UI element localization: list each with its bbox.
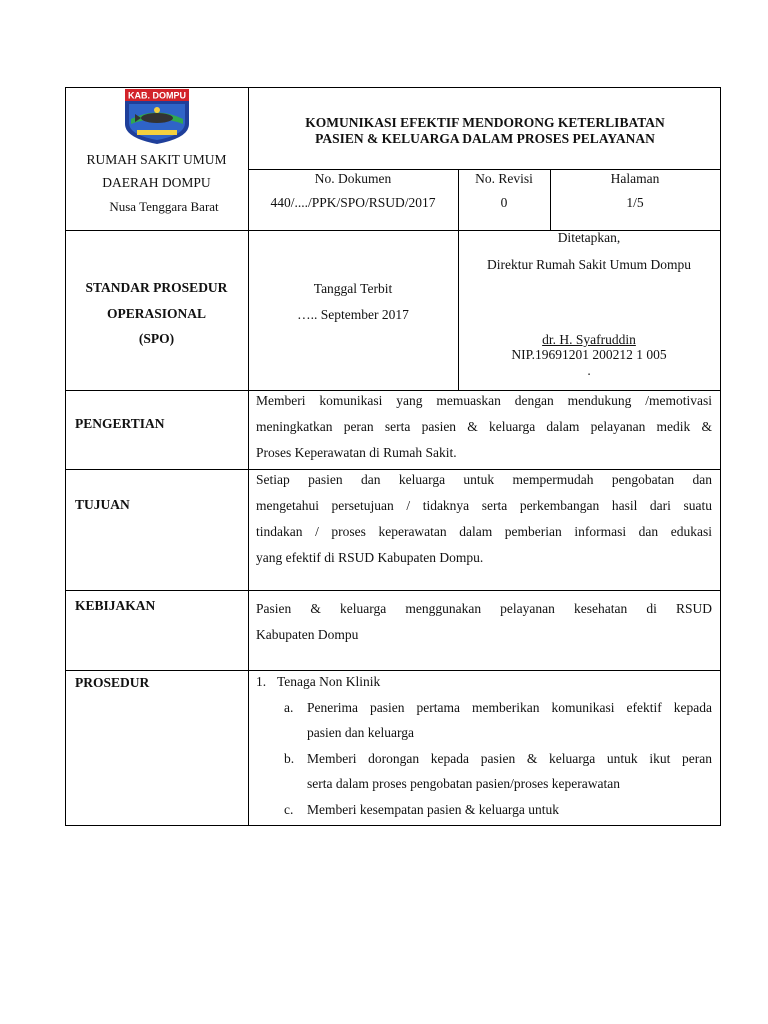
issue-date-label: Tanggal Terbit — [313, 281, 393, 296]
prosedur-item-number: 1. — [256, 674, 267, 689]
revision-value: 0 — [500, 195, 508, 210]
row-divider — [65, 670, 721, 671]
approver-nip: NIP.19691201 200212 1 005 — [511, 347, 667, 362]
document-title-line1: KOMUNIKASI EFEKTIF MENDORONG KETERLIBATAN — [305, 115, 665, 130]
prosedur-subitem-line: Penerima pasien pertama memberikan komunikasi efektif kepada — [307, 700, 712, 715]
section-label-pengertian: PENGERTIAN — [75, 416, 165, 431]
issue-date-value: ….. September 2017 — [297, 307, 409, 322]
kebijakan-line: Pasien & keluarga menggunakan pelayanan kesehatan di RSUD — [256, 601, 712, 616]
tujuan-line: Setiap pasien dan keluarga untuk mempermudah pengobatan dan — [256, 472, 712, 487]
table-border-left — [65, 87, 66, 826]
approval-label: Ditetapkan, — [557, 230, 621, 245]
hospital-name-line1: RUMAH SAKIT UMUM — [86, 152, 227, 167]
prosedur-subitem-letter: b. — [284, 751, 295, 766]
row-divider — [65, 590, 721, 591]
prosedur-item-text: Tenaga Non Klinik — [277, 674, 381, 689]
spo-label-line3: (SPO) — [138, 331, 175, 346]
page-value: 1/5 — [626, 195, 644, 210]
trailing-dot: . — [587, 363, 591, 378]
pengertian-line: Proses Keperawatan di Rumah Sakit. — [256, 445, 457, 460]
document-number-label: No. Dokumen — [314, 171, 392, 186]
prosedur-subitem-letter: c. — [284, 802, 294, 817]
section-label-kebijakan: KEBIJAKAN — [75, 598, 156, 613]
revision-label: No. Revisi — [475, 171, 533, 186]
section-label-tujuan: TUJUAN — [75, 497, 130, 512]
pengertian-line: meningkatkan peran serta pasien & keluarga dalam pelayanan medik & — [256, 419, 712, 434]
approver-name: dr. H. Syafruddin — [542, 332, 636, 347]
table-border-right — [720, 87, 721, 826]
approver-title: Direktur Rumah Sakit Umum Dompu — [487, 257, 691, 272]
kabupaten-dompu-logo — [117, 86, 197, 146]
prosedur-subitem-line: Memberi kesempatan pasien & keluarga untuk — [307, 802, 560, 817]
svg-text:KAB. DOMPU: KAB. DOMPU — [128, 90, 186, 101]
hospital-name-line2: DAERAH DOMPU — [102, 175, 211, 190]
document-title-line2: PASIEN & KELUARGA DALAM PROSES PELAYANAN — [315, 131, 655, 146]
tujuan-line: tindakan / proses keperawatan dalam pemberian informasi dan edukasi — [256, 524, 712, 539]
prosedur-subitem-line: pasien dan keluarga — [307, 725, 414, 740]
document-number-value: 440/..../PPK/SPO/RSUD/2017 — [270, 195, 436, 210]
kebijakan-line: Kabupaten Dompu — [256, 627, 359, 642]
tujuan-line: mengetahui persetujuan / tidaknya serta perkembangan hasil dari suatu — [256, 498, 712, 513]
section-label-prosedur: PROSEDUR — [75, 675, 150, 690]
hospital-region: Nusa Tenggara Barat — [109, 199, 219, 214]
pengertian-line: Memberi komunikasi yang memuaskan dengan mendukung /memotivasi — [256, 393, 712, 408]
prosedur-subitem-line: Memberi dorongan kepada pasien & keluarga untuk ikut peran — [307, 751, 712, 766]
page-label: Halaman — [610, 171, 660, 186]
spo-label-line2: OPERASIONAL — [106, 306, 206, 321]
table-border-bottom — [65, 825, 721, 826]
prosedur-subitem-letter: a. — [284, 700, 294, 715]
prosedur-subitem-line: serta dalam proses pengobatan pasien/proses keperawatan — [307, 776, 621, 791]
tujuan-line: yang efektif di RSUD Kabupaten Dompu. — [256, 550, 484, 565]
spo-label-line1: STANDAR PROSEDUR — [85, 280, 228, 295]
